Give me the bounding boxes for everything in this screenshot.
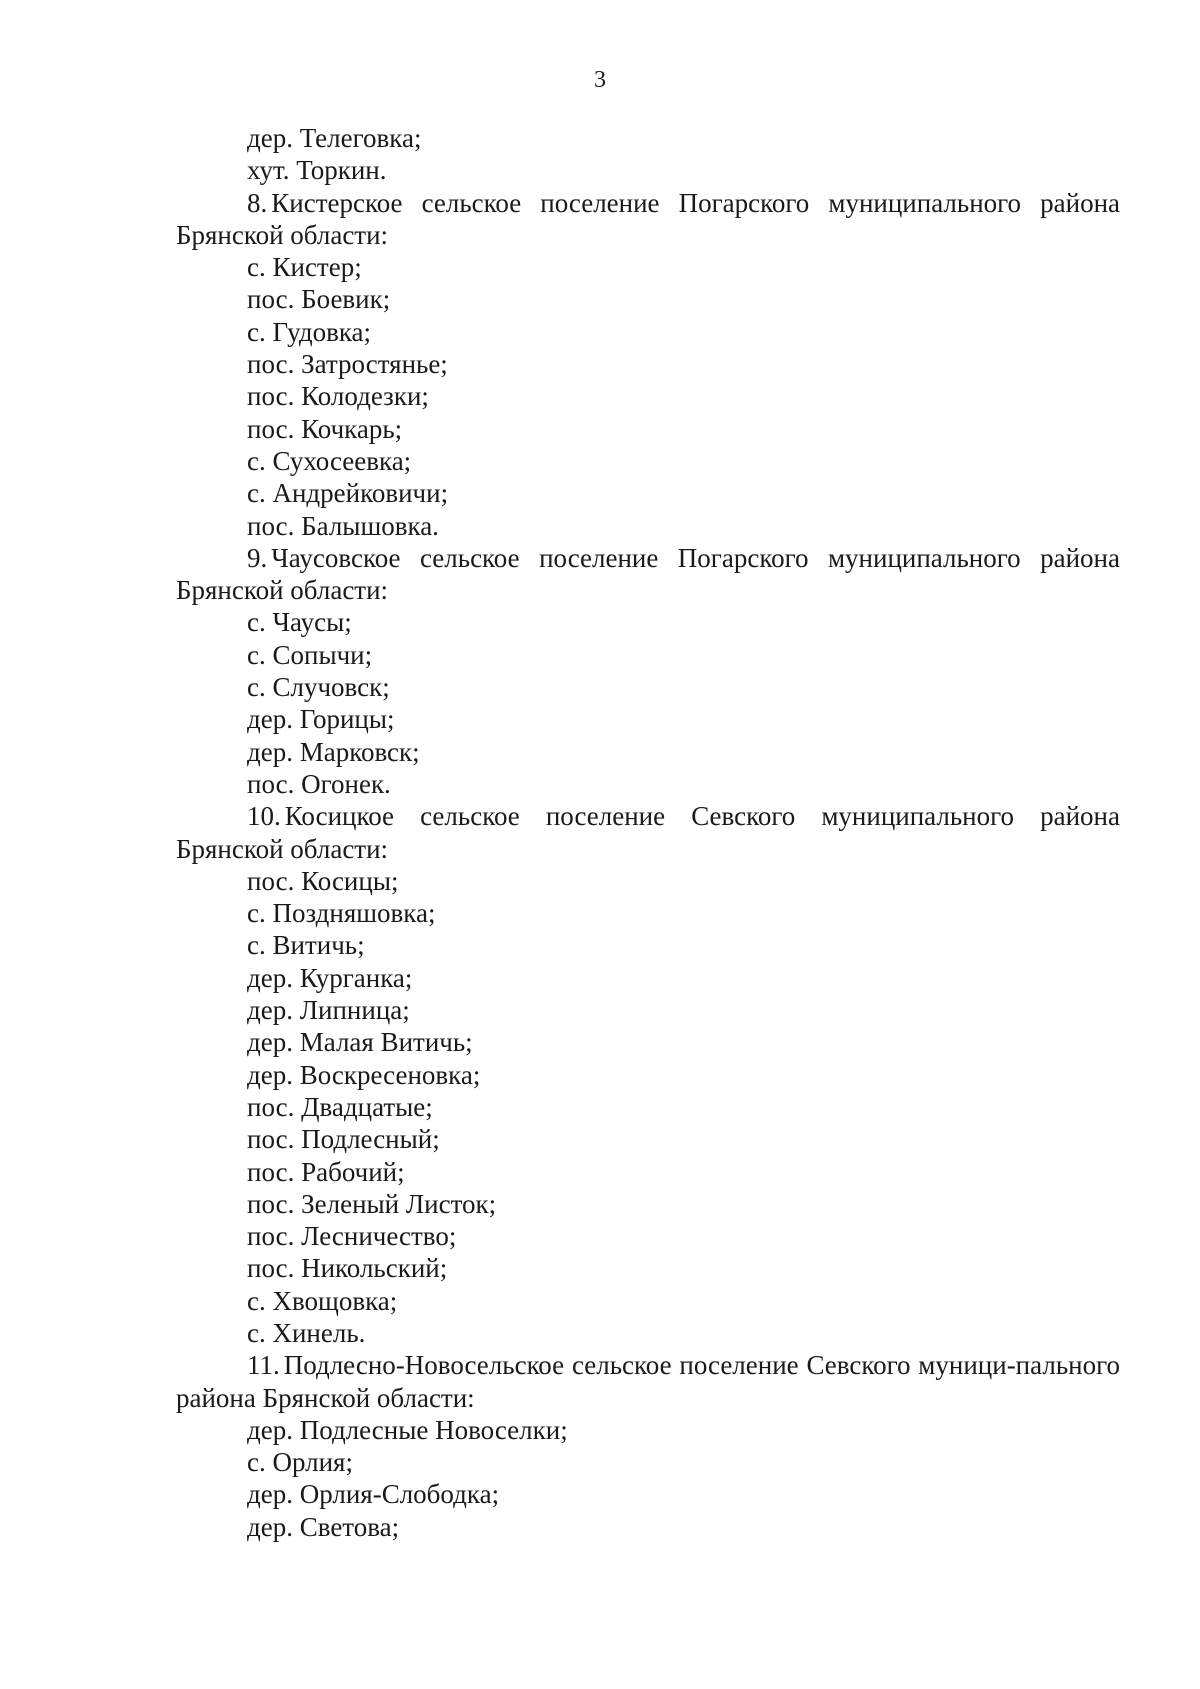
list-item: с. Гудовка;	[247, 316, 372, 347]
list-item: пос. Зеленый Листок;	[247, 1188, 497, 1219]
section-heading	[176, 542, 1120, 607]
list-item: пос. Затростянье;	[247, 349, 448, 380]
list-item: с. Сопычи;	[247, 639, 373, 670]
list-item: с. Поздняшовка;	[247, 898, 436, 929]
document-body	[176, 122, 1120, 1543]
section-heading	[176, 187, 1120, 252]
section-title: Подлесно-Новосельское сельское поселение Севского муници-пального района Брянской области:	[176, 1350, 1120, 1413]
list-item: дер. Марковск;	[247, 736, 420, 767]
list-item: дер. Липница;	[247, 995, 410, 1026]
list-item: с. Чаусы;	[247, 607, 352, 638]
list-item: с. Хвощовка;	[247, 1285, 398, 1316]
section-number: 8.	[247, 187, 268, 218]
list-item: дер. Малая Витичь;	[247, 1027, 473, 1058]
list-item: дер. Подлесные Новоселки;	[247, 1414, 568, 1445]
list-item: пос. Огонек.	[247, 768, 391, 799]
list-item: дер. Светова;	[247, 1511, 400, 1542]
list-item: пос. Косицы;	[247, 865, 399, 896]
section-number: 10.	[247, 801, 281, 832]
list-item: дер. Курганка;	[247, 962, 413, 993]
section-title: Кистерское сельское поселение Погарского муниципального района Брянской области:	[176, 187, 1120, 250]
page-number: 3	[594, 67, 606, 93]
section-9	[176, 542, 1120, 800]
list-item: пос. Двадцатые;	[247, 1091, 433, 1122]
list-item: с. Хинель.	[247, 1317, 366, 1348]
list-item: с. Случовск;	[247, 672, 390, 703]
list-item: с. Андрейковичи;	[247, 478, 449, 509]
list-item: пос. Балышовка.	[247, 510, 439, 541]
list-item: пос. Никольский;	[247, 1253, 448, 1284]
list-item: пос. Кочкарь;	[247, 413, 403, 444]
section-10	[176, 800, 1120, 1349]
list-item: пос. Подлесный;	[247, 1124, 440, 1155]
list-item: пос. Рабочий;	[247, 1156, 405, 1187]
list-item: с. Витичь;	[247, 930, 365, 961]
list-item: дер. Орлия-Слободка;	[247, 1479, 500, 1510]
section-11	[176, 1349, 1120, 1543]
section-title: Чаусовское сельское поселение Погарского муниципального района Брянской области:	[176, 542, 1120, 606]
list-item: с. Орлия;	[247, 1447, 353, 1478]
list-item: пос. Колодезки;	[247, 381, 429, 412]
section-number: 11.	[247, 1350, 280, 1381]
section-heading	[176, 1349, 1120, 1414]
list-item: дер. Воскресеновка;	[247, 1059, 481, 1090]
section-8	[176, 187, 1120, 542]
section-heading	[176, 800, 1120, 865]
list-item: пос. Лесничество;	[247, 1221, 457, 1252]
list-item: с. Кистер;	[247, 252, 362, 283]
list-item: дер. Телеговка;	[247, 123, 422, 153]
list-item: с. Сухосеевка;	[247, 445, 412, 476]
section-title: Косицкое сельское поселение Севского муниципального района Брянской области:	[176, 801, 1120, 864]
section-number: 9.	[247, 542, 268, 573]
section-continuation	[176, 122, 1120, 187]
list-item: хут. Торкин.	[247, 155, 387, 186]
list-item: дер. Горицы;	[247, 704, 395, 735]
list-item: пос. Боевик;	[247, 284, 391, 315]
